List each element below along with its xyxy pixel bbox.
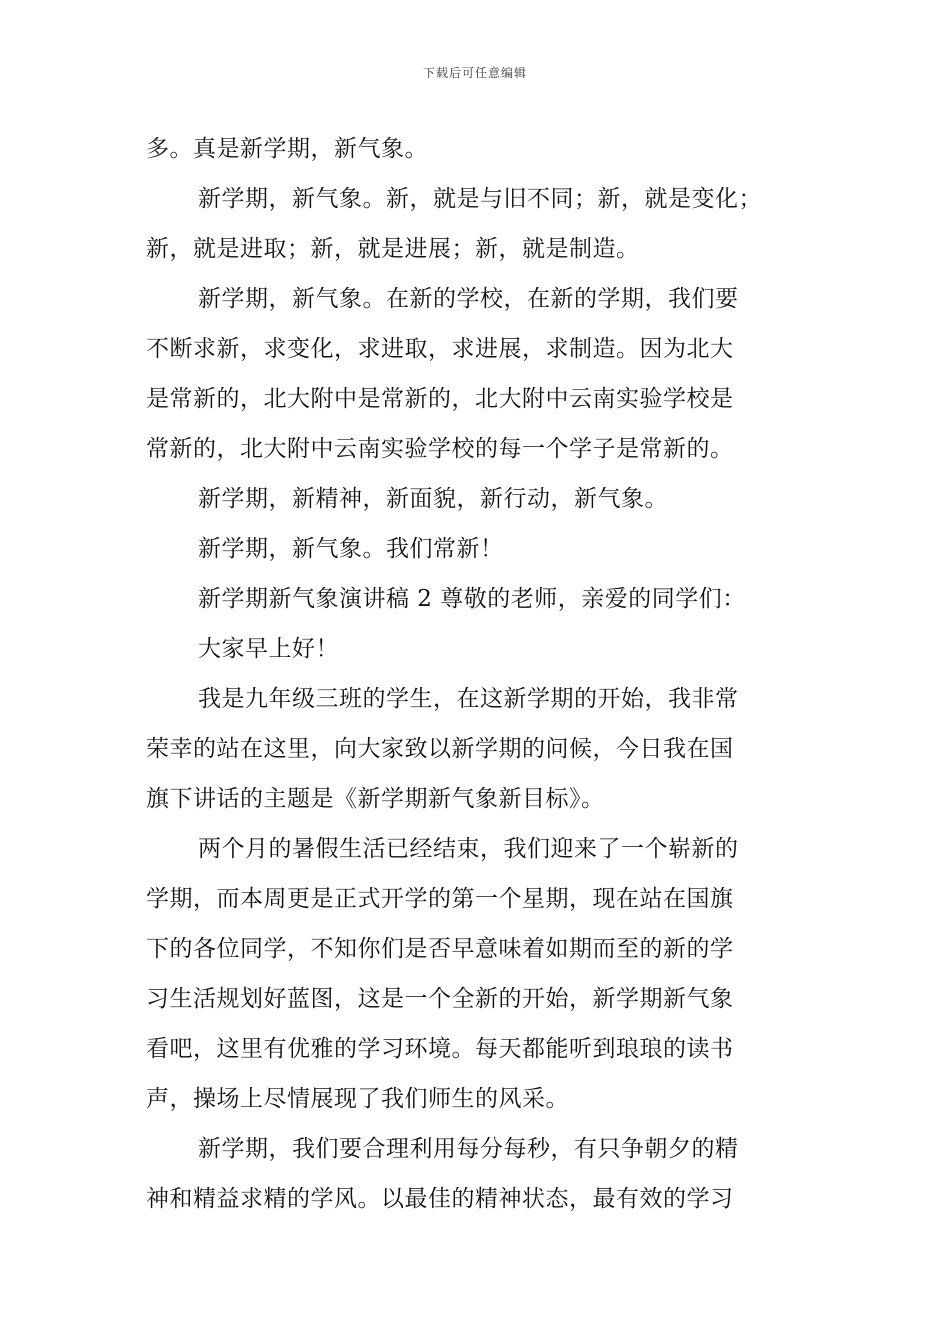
text-line: 旗下讲话的主题是《新学期新气象新目标》。: [146, 786, 605, 812]
text-line: 新学期，新气象。新，就是与旧不同；新，就是变化；: [198, 186, 762, 212]
text-line: 神和精益求精的学风。以最佳的精神状态，最有效的学习: [146, 1186, 734, 1212]
text-line: 常新的，北大附中云南实验学校的每一个学子是常新的。: [146, 436, 734, 462]
text-line: 新学期，新气象。我们常新！: [198, 536, 504, 562]
text-line: 看吧，这里有优雅的学习环境。每天都能听到琅琅的读书: [146, 1036, 734, 1062]
text-line: 荣幸的站在这里，向大家致以新学期的问候，今日我在国: [146, 736, 734, 762]
text-line: 我是九年级三班的学生，在这新学期的开始，我非常: [198, 686, 739, 712]
text-line: 新学期新气象演讲稿 2 尊敬的老师，亲爱的同学们：: [198, 586, 746, 612]
text-line: 两个月的暑假生活已经结束，我们迎来了一个崭新的: [198, 836, 739, 862]
text-line: 新学期，我们要合理利用每分每秒，有只争朝夕的精: [198, 1136, 739, 1162]
text-line: 大家早上好！: [198, 636, 339, 662]
text-line: 新学期，新精神，新面貌，新行动，新气象。: [198, 486, 668, 512]
text-line: 新，就是进取；新，就是进展；新，就是制造。: [146, 236, 640, 262]
document-body: [146, 124, 818, 1224]
text-line: 新学期，新气象。在新的学校，在新的学期，我们要: [198, 286, 739, 312]
text-line: 下的各位同学，不知你们是否早意味着如期而至的新的学: [146, 936, 734, 962]
text-line: 多。真是新学期，新气象。: [146, 136, 428, 162]
page-header: 下载后可任意编辑: [422, 66, 527, 80]
text-line: 不断求新，求变化，求进取，求进展，求制造。因为北大: [146, 336, 734, 362]
text-line: 是常新的，北大附中是常新的，北大附中云南实验学校是: [146, 386, 734, 412]
text-line: 习生活规划好蓝图，这是一个全新的开始，新学期新气象: [146, 986, 734, 1012]
text-line: 学期，而本周更是正式开学的第一个星期，现在站在国旗: [146, 886, 734, 912]
text-line: 声，操场上尽情展现了我们师生的风采。: [146, 1086, 569, 1112]
